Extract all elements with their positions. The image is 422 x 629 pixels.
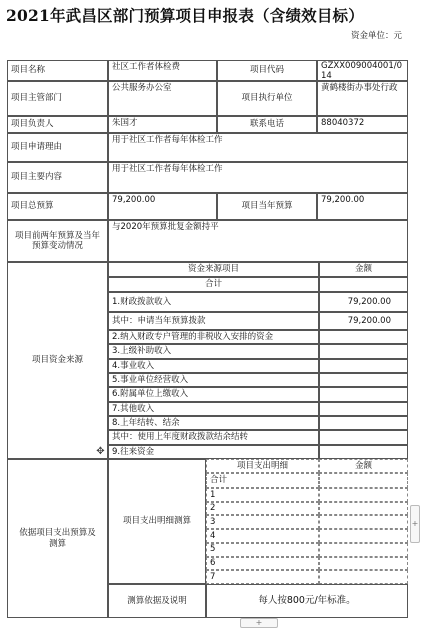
funding-row-label: 5.事业单位经营收入	[108, 373, 319, 387]
expense-row-label: 1	[206, 488, 319, 502]
current-budget-label: 项目当年预算	[217, 193, 317, 220]
expense-row-amount[interactable]	[319, 529, 408, 543]
funding-total-amount[interactable]	[319, 277, 408, 292]
funding-row-amount[interactable]: 79,200.00	[319, 312, 408, 330]
expense-row-label: 3	[206, 515, 319, 529]
funding-row-amount[interactable]	[319, 445, 408, 459]
dept-value[interactable]: 公共服务办公室	[108, 81, 217, 116]
budget-form-table	[7, 60, 408, 618]
expense-row-amount[interactable]	[319, 570, 408, 584]
funding-row-amount[interactable]	[319, 359, 408, 373]
basis-label: 测算依据及说明	[108, 584, 206, 618]
funding-row-amount[interactable]	[319, 344, 408, 358]
funding-total-label: 合计	[108, 277, 319, 292]
content-value[interactable]: 用于社区工作者每年体检工作	[108, 162, 408, 193]
funding-row-amount[interactable]	[319, 330, 408, 344]
phone-label: 联系电话	[217, 116, 317, 133]
exec-unit-label: 项目执行单位	[217, 81, 317, 116]
funding-col-amount: 金额	[319, 262, 408, 277]
expense-detail-label: 项目支出明细测算	[108, 459, 206, 584]
funding-row-label: 9.往来资金	[108, 445, 319, 459]
page-title: 2021年武昌区部门预算项目申报表（含绩效目标）	[6, 6, 364, 25]
project-code-label: 项目代码	[217, 60, 317, 81]
table-move-handle-icon[interactable]: ✥	[96, 446, 105, 457]
reason-label: 项目申请理由	[7, 133, 108, 162]
funding-row-label: 1.财政拨款收入	[108, 292, 319, 312]
budget-change-label: 项目前两年预算及当年预算变动情况	[7, 220, 108, 262]
funding-row-label: 4.事业收入	[108, 359, 319, 373]
funding-row-label: 其中：使用上年度财政拨款结余结转	[108, 430, 319, 444]
add-row-handle-icon[interactable]: +	[240, 618, 278, 628]
project-code-value[interactable]: GZXX009004001/014	[317, 60, 408, 81]
funding-row-label: 8.上年结转、结余	[108, 416, 319, 430]
funding-row-amount[interactable]	[319, 373, 408, 387]
reason-value[interactable]: 用于社区工作者每年体检工作	[108, 133, 408, 162]
funding-row-label: 6.附属单位上缴收入	[108, 387, 319, 401]
expense-row-label: 4	[206, 529, 319, 543]
expense-row-amount[interactable]	[319, 557, 408, 571]
total-budget-label: 项目总预算	[7, 193, 108, 220]
expense-row-amount[interactable]	[319, 502, 408, 516]
funding-row-label: 2.纳入财政专户管理的非税收入安排的资金	[108, 330, 319, 344]
exec-unit-value[interactable]: 黄鹤楼街办事处行政	[317, 81, 408, 116]
funding-section-label: 项目资金来源	[7, 262, 108, 459]
funding-row-label: 3.上级补助收入	[108, 344, 319, 358]
expense-row-label: 5	[206, 543, 319, 557]
project-name-label: 项目名称	[7, 60, 108, 81]
expense-total-amount[interactable]	[319, 473, 408, 488]
phone-value[interactable]: 88040372	[317, 116, 408, 133]
expense-row-label: 2	[206, 502, 319, 516]
owner-value[interactable]: 朱国才	[108, 116, 217, 133]
funding-row-label: 其中：申请当年预算拨款	[108, 312, 319, 330]
currency-unit: 资金单位：元	[350, 31, 402, 41]
funding-row-amount[interactable]	[319, 416, 408, 430]
owner-label: 项目负责人	[7, 116, 108, 133]
funding-row-label: 7.其他收入	[108, 402, 319, 416]
expense-row-label: 6	[206, 557, 319, 571]
budget-change-value[interactable]: 与2020年预算批复金额持平	[108, 220, 408, 262]
funding-row-amount[interactable]	[319, 430, 408, 444]
expense-row-amount[interactable]	[319, 543, 408, 557]
dept-label: 项目主管部门	[7, 81, 108, 116]
total-budget-value[interactable]: 79,200.00	[108, 193, 217, 220]
expense-row-label: 7	[206, 570, 319, 584]
content-label: 项目主要内容	[7, 162, 108, 193]
current-budget-value[interactable]: 79,200.00	[317, 193, 408, 220]
expense-col-amount: 金额	[319, 459, 408, 473]
expense-row-amount[interactable]	[319, 488, 408, 502]
expense-row-amount[interactable]	[319, 515, 408, 529]
basis-value[interactable]: 每人按800元/年标准。	[206, 584, 408, 618]
funding-row-amount[interactable]: 79,200.00	[319, 292, 408, 312]
funding-row-amount[interactable]	[319, 387, 408, 401]
funding-row-amount[interactable]	[319, 402, 408, 416]
add-column-handle-icon[interactable]: +	[410, 505, 420, 543]
funding-col-item: 资金来源项目	[108, 262, 319, 277]
expense-total-label: 合计	[206, 473, 319, 488]
project-name-value[interactable]: 社区工作者体检费	[108, 60, 217, 81]
expense-col-item: 项目支出明细	[206, 459, 319, 473]
expense-section-label: 依据项目支出预算及测算	[7, 459, 108, 618]
